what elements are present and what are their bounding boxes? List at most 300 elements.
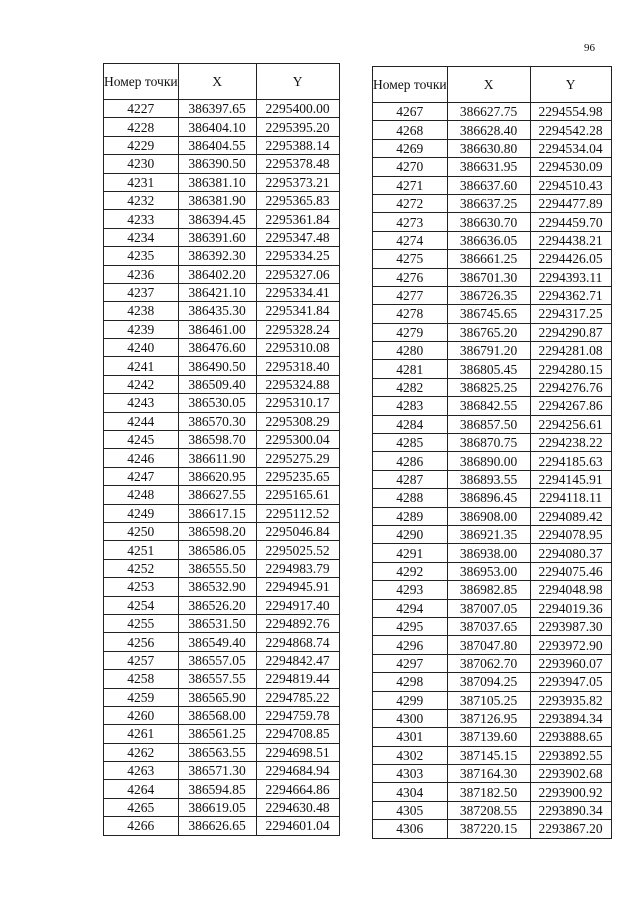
x-coordinate-cell: 386421.10 (178, 283, 256, 301)
y-coordinate-cell: 2294983.79 (256, 559, 339, 577)
y-coordinate-cell: 2294630.48 (256, 798, 339, 816)
x-coordinate-cell: 386617.15 (178, 504, 256, 522)
table-row (104, 725, 340, 743)
table-row (373, 489, 612, 507)
table-row (104, 247, 340, 265)
x-coordinate-cell: 387037.65 (447, 617, 530, 635)
y-coordinate-cell: 2294256.61 (530, 415, 611, 433)
x-coordinate-cell: 386565.90 (178, 688, 256, 706)
point-number-cell: 4233 (104, 210, 179, 228)
x-coordinate-cell: 386825.25 (447, 378, 530, 396)
point-number-cell: 4241 (104, 357, 179, 375)
y-coordinate-cell: 2293894.34 (530, 709, 611, 727)
y-coordinate-cell: 2294426.05 (530, 250, 611, 268)
table-row (104, 706, 340, 724)
point-number-cell: 4275 (373, 250, 448, 268)
y-coordinate-cell: 2295324.88 (256, 375, 339, 393)
y-coordinate-cell: 2294393.11 (530, 268, 611, 286)
point-number-cell: 4258 (104, 670, 179, 688)
table-row (104, 228, 340, 246)
x-coordinate-cell: 386391.60 (178, 228, 256, 246)
point-number-cell: 4295 (373, 617, 448, 635)
x-coordinate-cell: 386490.50 (178, 357, 256, 375)
point-number-cell: 4262 (104, 743, 179, 761)
table-row (104, 817, 340, 835)
x-coordinate-cell: 386637.60 (447, 176, 530, 194)
x-coordinate-cell: 386938.00 (447, 544, 530, 562)
x-coordinate-cell: 386549.40 (178, 633, 256, 651)
y-coordinate-cell: 2295378.48 (256, 155, 339, 173)
x-coordinate-cell: 386561.25 (178, 725, 256, 743)
table-row (104, 173, 340, 191)
table-row (104, 320, 340, 338)
x-coordinate-cell: 387145.15 (447, 746, 530, 764)
y-coordinate-cell: 2294281.08 (530, 342, 611, 360)
table-row (373, 691, 612, 709)
point-number-cell: 4306 (373, 820, 448, 838)
table-row (373, 654, 612, 672)
point-number-cell: 4227 (104, 100, 179, 118)
y-coordinate-cell: 2294276.76 (530, 378, 611, 396)
point-number-cell: 4270 (373, 158, 448, 176)
y-coordinate-cell: 2295235.65 (256, 467, 339, 485)
x-coordinate-cell: 386404.10 (178, 118, 256, 136)
x-coordinate-cell: 386630.80 (447, 139, 530, 157)
table-row (104, 651, 340, 669)
point-number-cell: 4277 (373, 286, 448, 304)
point-number-cell: 4255 (104, 614, 179, 632)
y-coordinate-cell: 2295328.24 (256, 320, 339, 338)
y-coordinate-cell: 2294917.40 (256, 596, 339, 614)
point-number-cell: 4239 (104, 320, 179, 338)
x-coordinate-cell: 386476.60 (178, 339, 256, 357)
table-row (104, 431, 340, 449)
y-coordinate-cell: 2294554.98 (530, 103, 611, 121)
x-coordinate-cell: 386857.50 (447, 415, 530, 433)
table-row (373, 139, 612, 157)
y-coordinate-cell: 2294664.86 (256, 780, 339, 798)
y-coordinate-cell: 2294542.28 (530, 121, 611, 139)
table-row (104, 798, 340, 816)
table-row (373, 286, 612, 304)
table-row (373, 268, 612, 286)
x-coordinate-cell: 386461.00 (178, 320, 256, 338)
table-row (373, 397, 612, 415)
y-coordinate-cell: 2294118.11 (530, 489, 611, 507)
x-coordinate-cell: 386921.35 (447, 525, 530, 543)
point-number-cell: 4248 (104, 486, 179, 504)
point-number-cell: 4280 (373, 342, 448, 360)
page-number: 96 (584, 42, 595, 54)
y-coordinate-cell: 2294868.74 (256, 633, 339, 651)
table-row (104, 283, 340, 301)
point-number-cell: 4264 (104, 780, 179, 798)
x-coordinate-cell: 386586.05 (178, 541, 256, 559)
x-coordinate-cell: 386890.00 (447, 452, 530, 470)
point-number-cell: 4285 (373, 434, 448, 452)
x-coordinate-cell: 386982.85 (447, 581, 530, 599)
y-coordinate-cell: 2294290.87 (530, 323, 611, 341)
table-row (104, 762, 340, 780)
y-coordinate-cell: 2295318.40 (256, 357, 339, 375)
point-number-cell: 4235 (104, 247, 179, 265)
table-row (373, 323, 612, 341)
y-coordinate-cell: 2293960.07 (530, 654, 611, 672)
point-number-cell: 4294 (373, 599, 448, 617)
y-coordinate-cell: 2294684.94 (256, 762, 339, 780)
point-number-cell: 4288 (373, 489, 448, 507)
table-row (104, 614, 340, 632)
table-row (373, 452, 612, 470)
y-coordinate-cell: 2294317.25 (530, 305, 611, 323)
table-row (104, 375, 340, 393)
column-header-y: Y (530, 67, 611, 103)
table-row (373, 415, 612, 433)
x-coordinate-cell: 386594.85 (178, 780, 256, 798)
y-coordinate-cell: 2295308.29 (256, 412, 339, 430)
y-coordinate-cell: 2295310.08 (256, 339, 339, 357)
table-row (104, 596, 340, 614)
y-coordinate-cell: 2294785.22 (256, 688, 339, 706)
y-coordinate-cell: 2294759.78 (256, 706, 339, 724)
table-row (373, 213, 612, 231)
table-row (373, 525, 612, 543)
point-number-cell: 4302 (373, 746, 448, 764)
point-number-cell: 4304 (373, 783, 448, 801)
y-coordinate-cell: 2293890.34 (530, 801, 611, 819)
x-coordinate-cell: 387105.25 (447, 691, 530, 709)
y-coordinate-cell: 2294892.76 (256, 614, 339, 632)
point-number-cell: 4268 (373, 121, 448, 139)
x-coordinate-cell: 386726.35 (447, 286, 530, 304)
y-coordinate-cell: 2293900.92 (530, 783, 611, 801)
x-coordinate-cell: 386661.25 (447, 250, 530, 268)
point-number-cell: 4253 (104, 578, 179, 596)
table-row (104, 578, 340, 596)
x-coordinate-cell: 386627.55 (178, 486, 256, 504)
table-row (104, 412, 340, 430)
y-coordinate-cell: 2295388.14 (256, 136, 339, 154)
x-coordinate-cell: 386571.30 (178, 762, 256, 780)
table-row (373, 470, 612, 488)
y-coordinate-cell: 2295361.84 (256, 210, 339, 228)
x-coordinate-cell: 386390.50 (178, 155, 256, 173)
table-row (104, 541, 340, 559)
point-number-cell: 4234 (104, 228, 179, 246)
x-coordinate-cell: 386598.20 (178, 522, 256, 540)
y-coordinate-cell: 2295400.00 (256, 100, 339, 118)
y-coordinate-cell: 2295347.48 (256, 228, 339, 246)
table-row (104, 467, 340, 485)
point-number-cell: 4292 (373, 562, 448, 580)
point-number-cell: 4299 (373, 691, 448, 709)
x-coordinate-cell: 386630.70 (447, 213, 530, 231)
y-coordinate-cell: 2294477.89 (530, 194, 611, 212)
table-row (104, 394, 340, 412)
table-row (373, 250, 612, 268)
y-coordinate-cell: 2294510.43 (530, 176, 611, 194)
y-coordinate-cell: 2295275.29 (256, 449, 339, 467)
x-coordinate-cell: 386628.40 (447, 121, 530, 139)
x-coordinate-cell: 386619.05 (178, 798, 256, 816)
point-number-cell: 4256 (104, 633, 179, 651)
y-coordinate-cell: 2295300.04 (256, 431, 339, 449)
table-row (373, 194, 612, 212)
point-number-cell: 4240 (104, 339, 179, 357)
x-coordinate-cell: 387139.60 (447, 728, 530, 746)
y-coordinate-cell: 2295334.41 (256, 283, 339, 301)
point-number-cell: 4238 (104, 302, 179, 320)
table-row (104, 780, 340, 798)
x-coordinate-cell: 386555.50 (178, 559, 256, 577)
y-coordinate-cell: 2294078.95 (530, 525, 611, 543)
point-number-cell: 4301 (373, 728, 448, 746)
y-coordinate-cell: 2295327.06 (256, 265, 339, 283)
x-coordinate-cell: 386557.05 (178, 651, 256, 669)
point-number-cell: 4251 (104, 541, 179, 559)
y-coordinate-cell: 2294534.04 (530, 139, 611, 157)
table-row (104, 118, 340, 136)
x-coordinate-cell: 386509.40 (178, 375, 256, 393)
table-row (373, 360, 612, 378)
x-coordinate-cell: 386381.10 (178, 173, 256, 191)
point-number-cell: 4293 (373, 581, 448, 599)
y-coordinate-cell: 2293892.55 (530, 746, 611, 764)
y-coordinate-cell: 2294945.91 (256, 578, 339, 596)
x-coordinate-cell: 386402.20 (178, 265, 256, 283)
x-coordinate-cell: 386620.95 (178, 467, 256, 485)
point-number-cell: 4249 (104, 504, 179, 522)
y-coordinate-cell: 2295365.83 (256, 191, 339, 209)
x-coordinate-cell: 387220.15 (447, 820, 530, 838)
x-coordinate-cell: 386842.55 (447, 397, 530, 415)
column-header-point: Номер точки (373, 67, 448, 103)
point-number-cell: 4303 (373, 765, 448, 783)
point-number-cell: 4298 (373, 673, 448, 691)
y-coordinate-cell: 2293867.20 (530, 820, 611, 838)
table-row (373, 103, 612, 121)
point-number-cell: 4284 (373, 415, 448, 433)
table-row (373, 305, 612, 323)
point-number-cell: 4259 (104, 688, 179, 706)
y-coordinate-cell: 2295046.84 (256, 522, 339, 540)
x-coordinate-cell: 387126.95 (447, 709, 530, 727)
table-row (373, 709, 612, 727)
x-coordinate-cell: 386394.45 (178, 210, 256, 228)
point-number-cell: 4260 (104, 706, 179, 724)
y-coordinate-cell: 2295112.52 (256, 504, 339, 522)
coordinates-table-right (372, 66, 612, 839)
y-coordinate-cell: 2294089.42 (530, 507, 611, 525)
table-row (373, 636, 612, 654)
point-number-cell: 4231 (104, 173, 179, 191)
y-coordinate-cell: 2294459.70 (530, 213, 611, 231)
x-coordinate-cell: 386908.00 (447, 507, 530, 525)
x-coordinate-cell: 386532.90 (178, 578, 256, 596)
x-coordinate-cell: 387094.25 (447, 673, 530, 691)
point-number-cell: 4257 (104, 651, 179, 669)
table-row (373, 121, 612, 139)
x-coordinate-cell: 387182.50 (447, 783, 530, 801)
table-row (373, 342, 612, 360)
point-number-cell: 4291 (373, 544, 448, 562)
coordinates-table-left (103, 63, 340, 836)
table-row (104, 688, 340, 706)
x-coordinate-cell: 387164.30 (447, 765, 530, 783)
point-number-cell: 4228 (104, 118, 179, 136)
y-coordinate-cell: 2294019.36 (530, 599, 611, 617)
x-coordinate-cell: 387007.05 (447, 599, 530, 617)
x-coordinate-cell: 386397.65 (178, 100, 256, 118)
point-number-cell: 4289 (373, 507, 448, 525)
y-coordinate-cell: 2293935.82 (530, 691, 611, 709)
y-coordinate-cell: 2294145.91 (530, 470, 611, 488)
table-row (373, 544, 612, 562)
table-row (104, 302, 340, 320)
x-coordinate-cell: 386765.20 (447, 323, 530, 341)
point-number-cell: 4287 (373, 470, 448, 488)
table-row (104, 449, 340, 467)
y-coordinate-cell: 2293987.30 (530, 617, 611, 635)
x-coordinate-cell: 386791.20 (447, 342, 530, 360)
point-number-cell: 4282 (373, 378, 448, 396)
column-header-y: Y (256, 64, 339, 100)
y-coordinate-cell: 2294530.09 (530, 158, 611, 176)
point-number-cell: 4274 (373, 231, 448, 249)
y-coordinate-cell: 2293972.90 (530, 636, 611, 654)
x-coordinate-cell: 386870.75 (447, 434, 530, 452)
y-coordinate-cell: 2294601.04 (256, 817, 339, 835)
table-row (104, 210, 340, 228)
table-header-row (373, 67, 612, 103)
y-coordinate-cell: 2295334.25 (256, 247, 339, 265)
x-coordinate-cell: 386627.75 (447, 103, 530, 121)
table-row (104, 191, 340, 209)
point-number-cell: 4237 (104, 283, 179, 301)
point-number-cell: 4265 (104, 798, 179, 816)
y-coordinate-cell: 2294438.21 (530, 231, 611, 249)
table-row (373, 507, 612, 525)
x-coordinate-cell: 386611.90 (178, 449, 256, 467)
y-coordinate-cell: 2293888.65 (530, 728, 611, 746)
point-number-cell: 4266 (104, 817, 179, 835)
x-coordinate-cell: 386636.05 (447, 231, 530, 249)
y-coordinate-cell: 2293902.68 (530, 765, 611, 783)
table-row (104, 522, 340, 540)
x-coordinate-cell: 386598.70 (178, 431, 256, 449)
point-number-cell: 4232 (104, 191, 179, 209)
y-coordinate-cell: 2295341.84 (256, 302, 339, 320)
y-coordinate-cell: 2295373.21 (256, 173, 339, 191)
point-number-cell: 4230 (104, 155, 179, 173)
x-coordinate-cell: 386631.95 (447, 158, 530, 176)
table-row (104, 265, 340, 283)
y-coordinate-cell: 2294698.51 (256, 743, 339, 761)
column-header-point: Номер точки (104, 64, 179, 100)
y-coordinate-cell: 2295165.61 (256, 486, 339, 504)
table-row (373, 378, 612, 396)
table-row (373, 801, 612, 819)
point-number-cell: 4244 (104, 412, 179, 430)
point-number-cell: 4272 (373, 194, 448, 212)
table-row (373, 562, 612, 580)
point-number-cell: 4245 (104, 431, 179, 449)
y-coordinate-cell: 2293947.05 (530, 673, 611, 691)
x-coordinate-cell: 387062.70 (447, 654, 530, 672)
x-coordinate-cell: 387047.80 (447, 636, 530, 654)
point-number-cell: 4229 (104, 136, 179, 154)
x-coordinate-cell: 386568.00 (178, 706, 256, 724)
x-coordinate-cell: 386626.65 (178, 817, 256, 835)
y-coordinate-cell: 2294280.15 (530, 360, 611, 378)
point-number-cell: 4261 (104, 725, 179, 743)
point-number-cell: 4281 (373, 360, 448, 378)
table-row (104, 136, 340, 154)
y-coordinate-cell: 2294362.71 (530, 286, 611, 304)
table-row (104, 339, 340, 357)
point-number-cell: 4276 (373, 268, 448, 286)
table-row (373, 434, 612, 452)
point-number-cell: 4297 (373, 654, 448, 672)
table-row (373, 581, 612, 599)
table-row (104, 486, 340, 504)
point-number-cell: 4242 (104, 375, 179, 393)
column-header-x: X (178, 64, 256, 100)
table-row (373, 746, 612, 764)
y-coordinate-cell: 2294267.86 (530, 397, 611, 415)
y-coordinate-cell: 2294048.98 (530, 581, 611, 599)
x-coordinate-cell: 386953.00 (447, 562, 530, 580)
x-coordinate-cell: 386404.55 (178, 136, 256, 154)
table-row (373, 158, 612, 176)
point-number-cell: 4300 (373, 709, 448, 727)
y-coordinate-cell: 2295395.20 (256, 118, 339, 136)
x-coordinate-cell: 386896.45 (447, 489, 530, 507)
point-number-cell: 4296 (373, 636, 448, 654)
table-row (104, 633, 340, 651)
point-number-cell: 4305 (373, 801, 448, 819)
x-coordinate-cell: 386435.30 (178, 302, 256, 320)
point-number-cell: 4252 (104, 559, 179, 577)
point-number-cell: 4247 (104, 467, 179, 485)
x-coordinate-cell: 386526.20 (178, 596, 256, 614)
point-number-cell: 4278 (373, 305, 448, 323)
table-row (104, 743, 340, 761)
x-coordinate-cell: 386893.55 (447, 470, 530, 488)
y-coordinate-cell: 2295025.52 (256, 541, 339, 559)
table-row (104, 559, 340, 577)
point-number-cell: 4273 (373, 213, 448, 231)
table-row (373, 783, 612, 801)
point-number-cell: 4267 (373, 103, 448, 121)
x-coordinate-cell: 386745.65 (447, 305, 530, 323)
point-number-cell: 4271 (373, 176, 448, 194)
table-row (373, 728, 612, 746)
x-coordinate-cell: 386563.55 (178, 743, 256, 761)
table-header-row (104, 64, 340, 100)
point-number-cell: 4250 (104, 522, 179, 540)
y-coordinate-cell: 2294080.37 (530, 544, 611, 562)
point-number-cell: 4290 (373, 525, 448, 543)
x-coordinate-cell: 386530.05 (178, 394, 256, 412)
table-row (373, 176, 612, 194)
x-coordinate-cell: 386637.25 (447, 194, 530, 212)
y-coordinate-cell: 2294238.22 (530, 434, 611, 452)
table-row (104, 670, 340, 688)
table-row (373, 820, 612, 838)
table-row (104, 100, 340, 118)
table-body-left (104, 100, 340, 836)
